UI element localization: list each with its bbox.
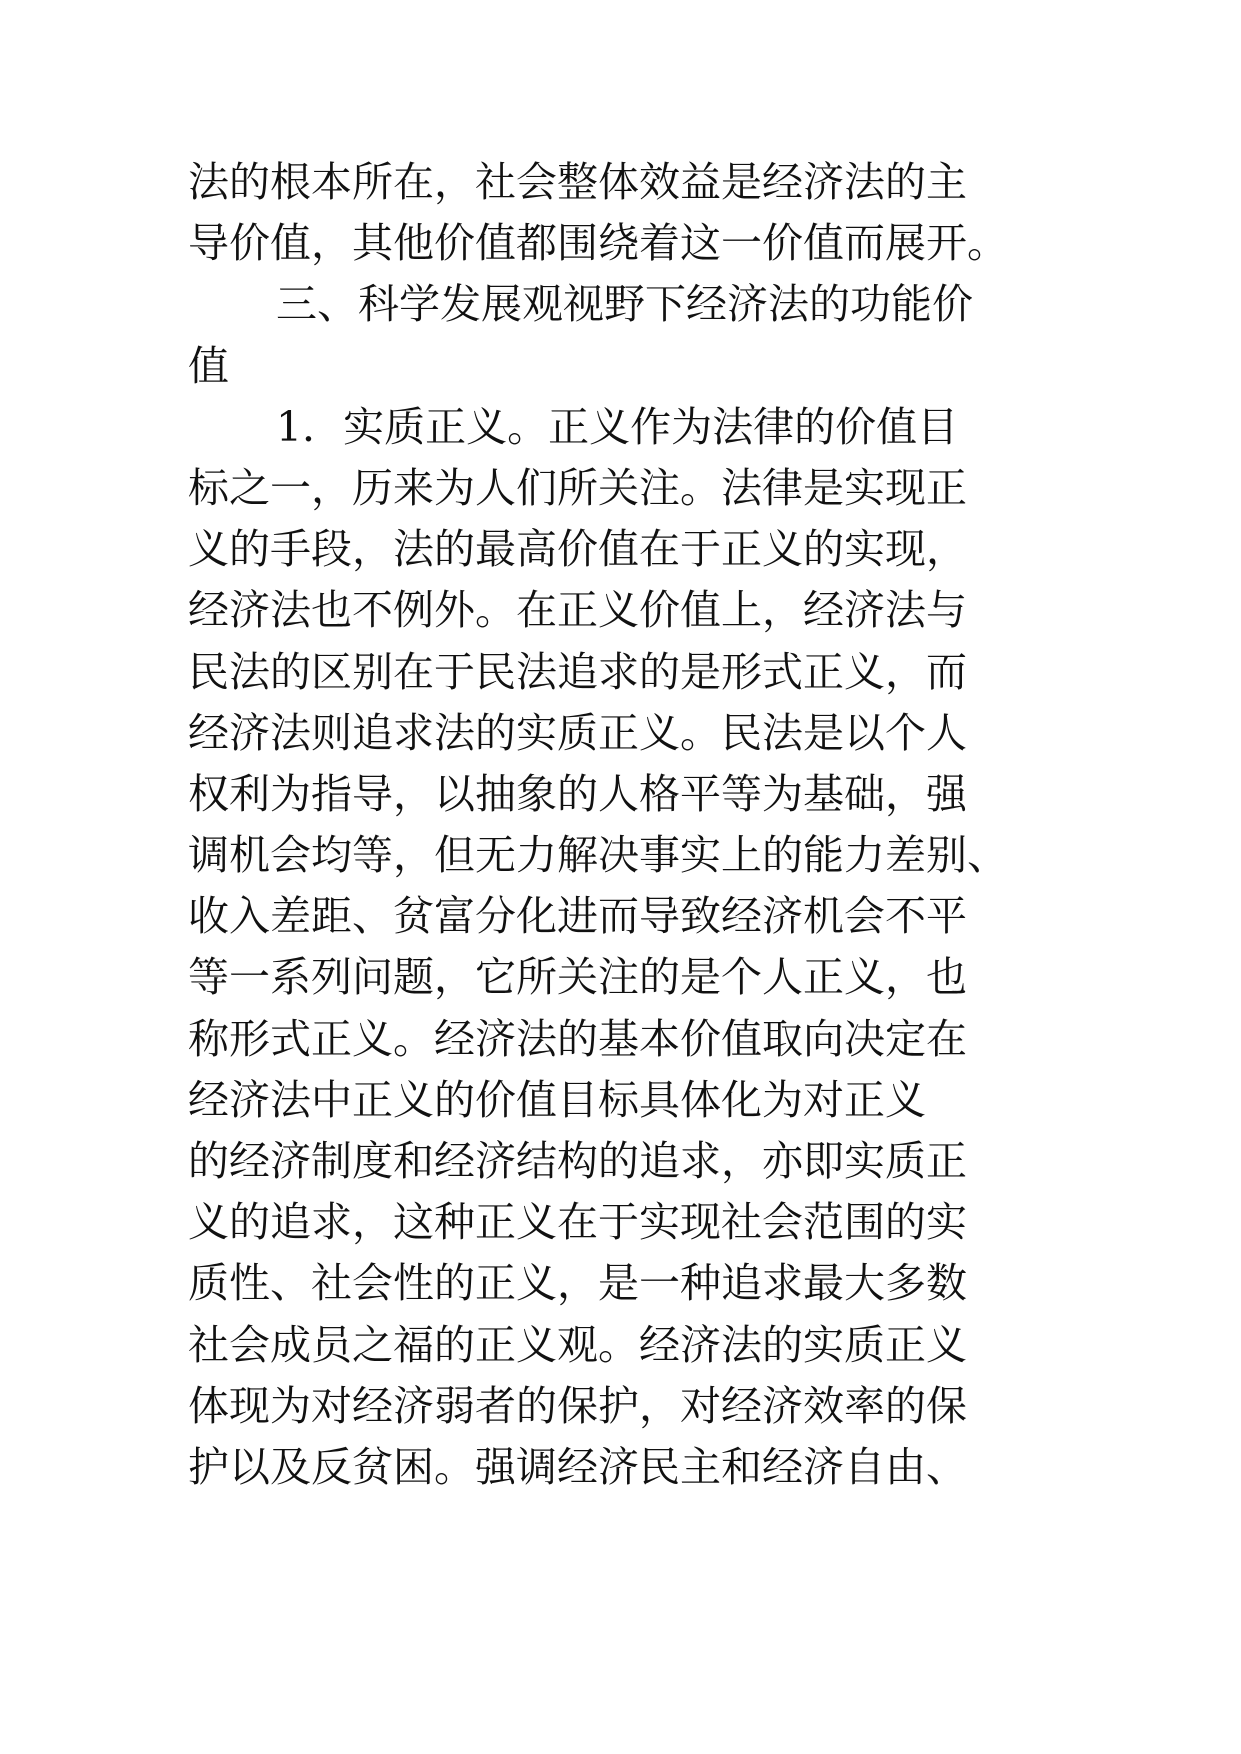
text-line: 体现为对经济弱者的保护，对经济效率的保 bbox=[188, 1381, 967, 1430]
text-line: 1．实质正义。正义作为法律的价值目 bbox=[276, 402, 959, 451]
text-line: 法的根本所在，社会整体效益是经济法的主 bbox=[188, 158, 967, 206]
text-line: 值 bbox=[188, 341, 229, 390]
text-line: 经济法也不例外。在正义价值上，经济法与 bbox=[188, 586, 967, 635]
text-line: 称形式正义。经济法的基本价值取向决定在 bbox=[188, 1014, 967, 1063]
text-line: 社会成员之福的正义观。经济法的实质正义 bbox=[188, 1320, 967, 1369]
text-line: 义的手段，法的最高价值在于正义的实现， bbox=[188, 525, 967, 574]
text-line: 的经济制度和经济结构的追求，亦即实质正 bbox=[188, 1137, 967, 1185]
text-line: 三、科学发展观视野下经济法的功能价 bbox=[276, 280, 973, 329]
text-line: 标之一，历来为人们所关注。法律是实现正 bbox=[188, 463, 967, 512]
text-line: 等一系列问题，它所关注的是个人正义，也 bbox=[188, 953, 967, 1002]
text-line: 导价值，其他价值都围绕着这一价值而展开。 bbox=[188, 219, 1008, 268]
text-line: 质性、社会性的正义，是一种追求最大多数 bbox=[188, 1259, 967, 1308]
text-line: 经济法则追求法的实质正义。民法是以个人 bbox=[188, 708, 967, 757]
text-line: 调机会均等，但无力解决事实上的能力差别、 bbox=[188, 831, 1008, 880]
text-line: 收入差距、贫富分化进而导致经济机会不平 bbox=[188, 892, 967, 941]
text-line: 民法的区别在于民法追求的是形式正义，而 bbox=[188, 647, 967, 696]
text-line: 义的追求，这种正义在于实现社会范围的实 bbox=[188, 1198, 967, 1247]
text-line: 护以及反贫困。强调经济民主和经济自由、 bbox=[188, 1442, 967, 1491]
body-text bbox=[188, 152, 1188, 1498]
text-line: 经济法中正义的价值目标具体化为对正义 bbox=[188, 1075, 926, 1124]
text-line: 权利为指导，以抽象的人格平等为基础，强 bbox=[188, 769, 967, 818]
